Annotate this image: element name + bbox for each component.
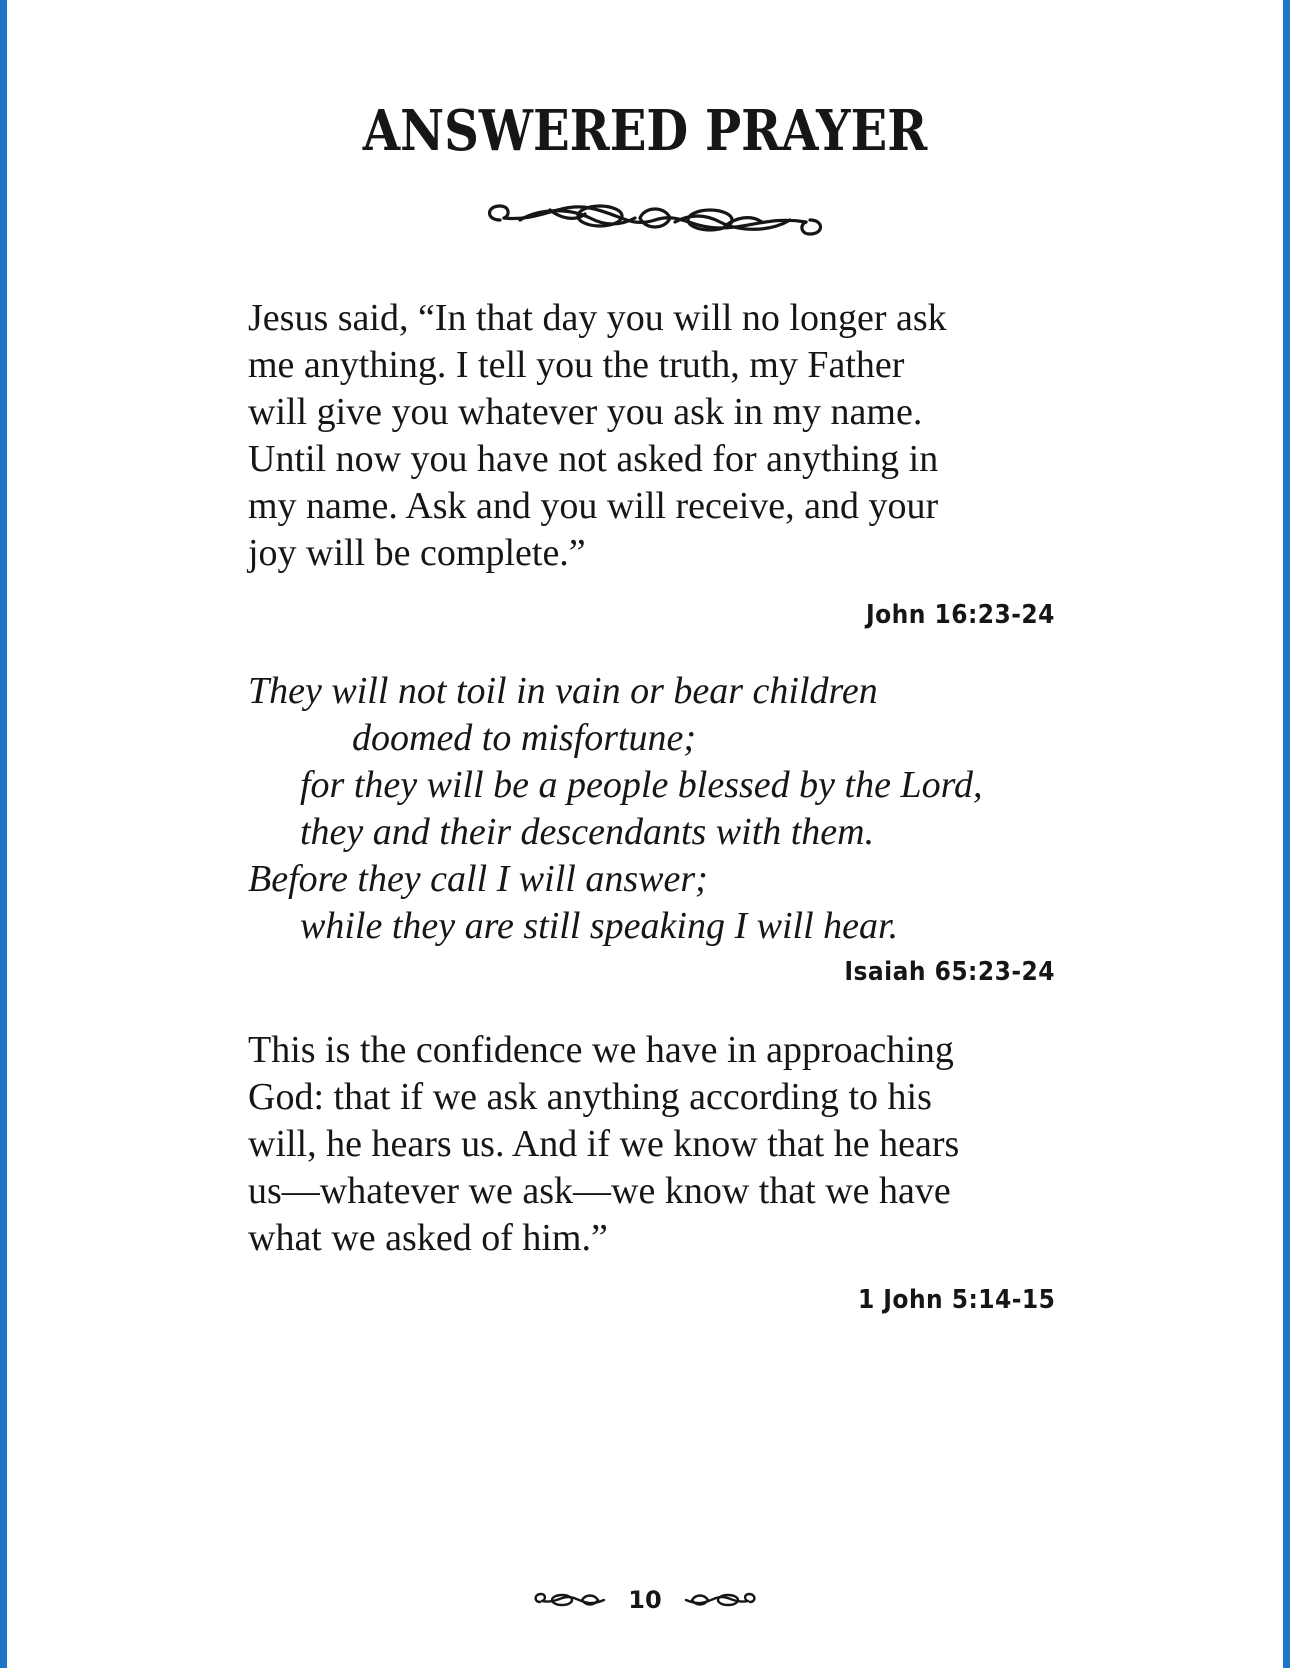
small-flourish-icon: [532, 1588, 610, 1612]
poem-line: Before they call I will answer;: [248, 858, 708, 900]
passage-1-john: [248, 1027, 1068, 1262]
page-number: 10: [628, 1586, 662, 1614]
poem-line: doomed to misfortune;: [352, 717, 697, 759]
text-line: God: that if we ask anything according to his: [248, 1076, 932, 1118]
page-title: ANSWERED PRAYER: [362, 98, 928, 164]
scripture-reference: Isaiah 65:23-24: [844, 957, 1055, 987]
scripture-reference: John 16:23-24: [866, 600, 1055, 630]
text-line: joy will be complete.”: [248, 532, 586, 574]
scripture-reference: 1 John 5:14-15: [857, 1285, 1055, 1315]
passage-isaiah: [248, 668, 1068, 950]
text-line: will give you whatever you ask in my name.: [248, 391, 923, 433]
text-line: will, he hears us. And if we know that he hears: [248, 1123, 960, 1165]
small-flourish-icon: [680, 1588, 758, 1612]
text-line: Until now you have not asked for anything in: [248, 438, 939, 480]
text-line: what we asked of him.”: [248, 1217, 608, 1259]
poem-line: for they will be a people blessed by the Lord,: [300, 764, 983, 806]
text-line: my name. Ask and you will receive, and your: [248, 485, 939, 527]
passage-john: [248, 295, 1068, 577]
text-line: This is the confidence we have in approaching: [248, 1029, 954, 1071]
text-line: Jesus said, “In that day you will no longer ask: [248, 297, 947, 339]
page-footer: [0, 1585, 1290, 1614]
text-line: me anything. I tell you the truth, my Father: [248, 344, 905, 386]
poem-line: they and their descendants with them.: [300, 811, 875, 853]
text-line: us—whatever we ask—we know that we have: [248, 1170, 951, 1212]
scroll-flourish-icon: [480, 188, 830, 248]
poem-line: They will not toil in vain or bear children: [248, 670, 878, 712]
poem-line: while they are still speaking I will hear.: [300, 905, 899, 947]
